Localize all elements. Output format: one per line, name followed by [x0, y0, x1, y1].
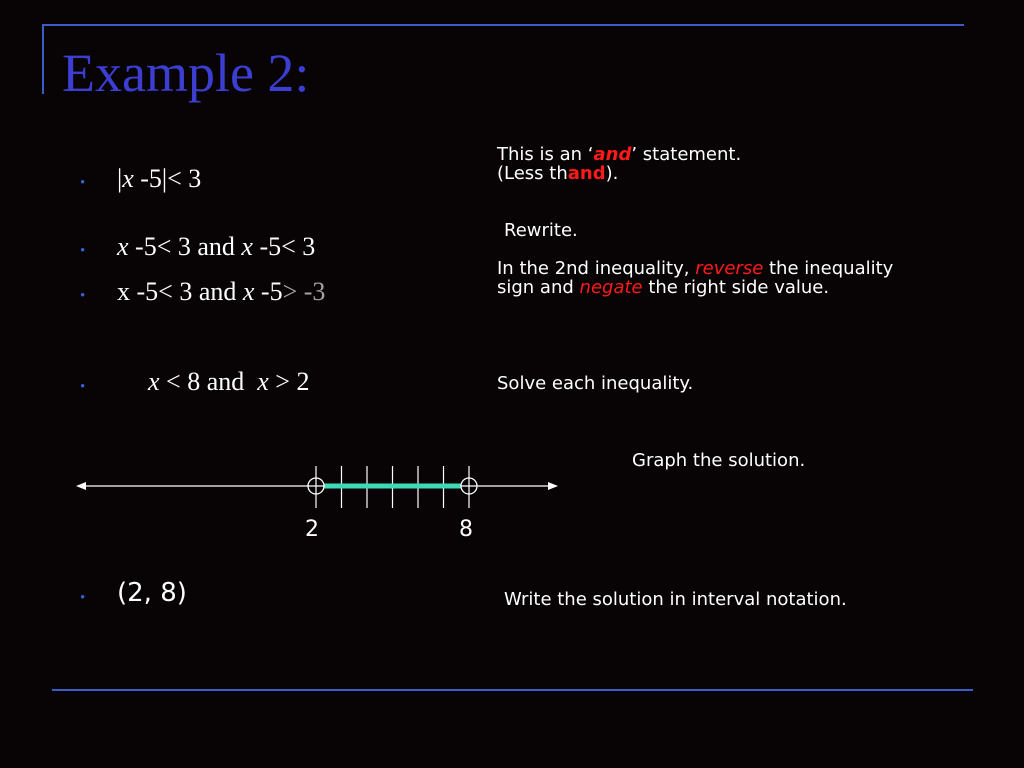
note-less-than — [497, 164, 618, 183]
note-text: the inequality — [763, 258, 894, 279]
bullet-3: • — [80, 288, 86, 304]
note-and-statement — [497, 145, 741, 164]
number-line — [70, 462, 570, 512]
note-text: the right side value. — [642, 277, 830, 298]
slide-title: Example 2: — [62, 43, 310, 103]
interval-answer: (2, 8) — [117, 578, 187, 608]
note-rewrite: Rewrite. — [504, 220, 578, 241]
note-text: ). — [605, 163, 619, 184]
var-x: x — [257, 367, 269, 396]
bottom-rule — [52, 689, 973, 691]
var-x: x — [242, 277, 255, 306]
tick-label-2: 2 — [305, 517, 319, 542]
arrow-right-icon — [548, 482, 558, 490]
step-2-expr: x -5< 3 and x -5< 3 — [117, 232, 316, 261]
bullet-4: • — [80, 379, 86, 395]
note-solve: Solve each inequality. — [497, 373, 694, 394]
note-interval: Write the solution in interval notation. — [504, 589, 847, 610]
step-1-expr: |x -5|< 3 — [117, 164, 202, 193]
note-text: ’ statement. — [631, 144, 742, 165]
bullet-2: • — [80, 243, 86, 259]
emphasis-negate: negate — [579, 277, 643, 298]
neg-three: -3 — [297, 277, 326, 306]
step-3-expr: x -5< 3 and x -5> -3 — [117, 277, 326, 306]
emphasis-reverse: reverse — [695, 258, 764, 279]
abs-open: | — [117, 164, 123, 193]
var-x: x — [117, 232, 129, 261]
arrow-left-icon — [76, 482, 86, 490]
step-4-expr: x < 8 and x > 2 — [148, 367, 310, 396]
top-rule — [42, 24, 964, 26]
left-rule — [42, 24, 44, 94]
note-text: In the 2nd inequality, — [497, 258, 696, 279]
note-reverse-line-1 — [497, 259, 893, 278]
note-text: This is an ‘ — [497, 144, 594, 165]
var-x: x — [122, 164, 134, 193]
note-text: (Less th — [497, 163, 568, 184]
bullet-1: • — [80, 175, 86, 191]
note-text: sign and — [497, 277, 580, 298]
note-reverse-line-2 — [497, 278, 829, 297]
emphasis-and: and — [593, 144, 632, 165]
emphasis-and: and — [567, 163, 606, 184]
tick-label-8: 8 — [459, 517, 473, 542]
note-graph: Graph the solution. — [632, 450, 806, 471]
bullet-5: • — [80, 590, 86, 606]
var-x: x — [241, 232, 253, 261]
var-x: x — [148, 367, 160, 396]
gt-sign: > — [282, 277, 298, 306]
